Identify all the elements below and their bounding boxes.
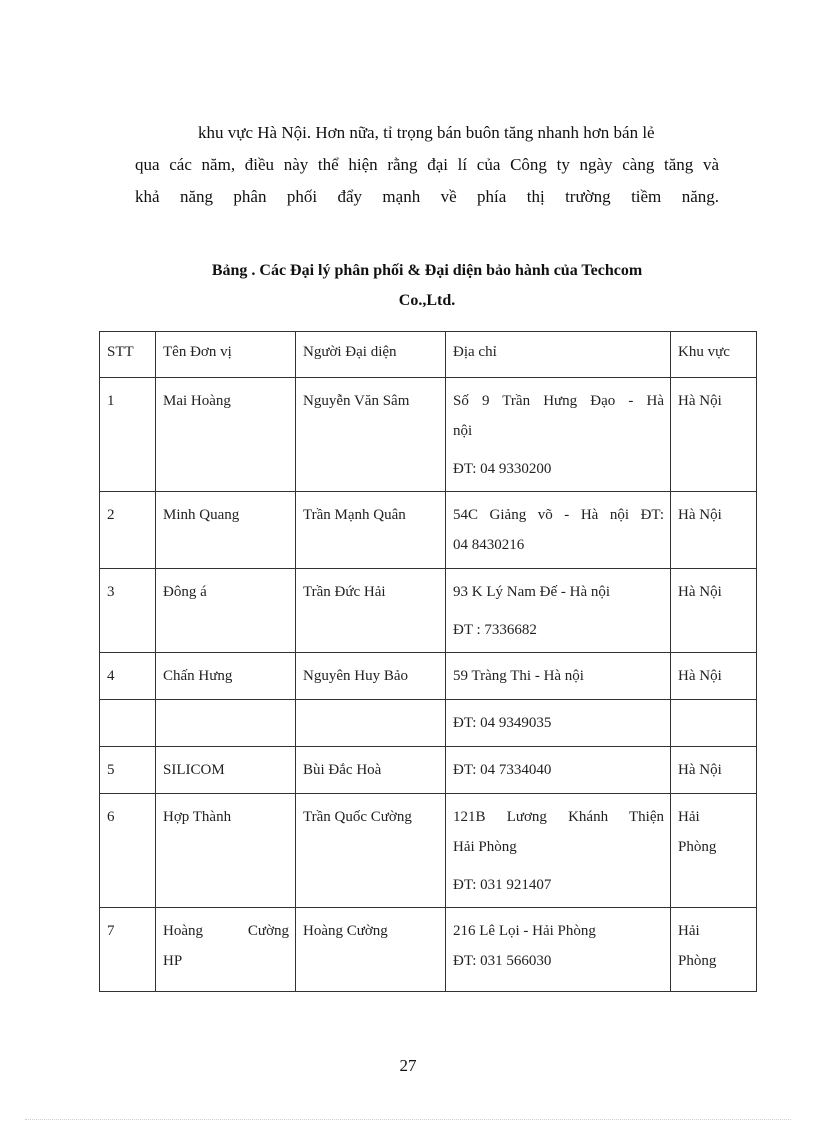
cell-representative: Trần Mạnh Quân <box>296 492 446 569</box>
paragraph-line: qua các năm, điều này thể hiện rằng đại lí của Công ty ngày càng tăng và <box>135 155 719 174</box>
region-line: Hải <box>678 923 700 939</box>
cell-region <box>671 908 757 992</box>
cell-stt: 3 <box>100 569 156 653</box>
table-caption-line-2: Co.,Ltd. <box>398 292 456 309</box>
region-line: Hà Nội <box>678 668 722 684</box>
cell-unit <box>156 569 296 653</box>
phone-line: ĐT: 04 7334040 <box>453 762 552 778</box>
cell-region <box>671 794 757 908</box>
cell-unit <box>156 378 296 492</box>
cell-unit <box>156 700 296 747</box>
cell-representative: Nguyễn Văn Sâm <box>296 378 446 492</box>
address-line: 216 Lê Lọi - Hải Phòng <box>453 923 596 939</box>
cell-stt: 4 <box>100 653 156 700</box>
table-row <box>100 653 757 700</box>
cell-stt: 1 <box>100 378 156 492</box>
unit-line: SILICOM <box>163 762 225 778</box>
table-row <box>100 747 757 794</box>
cell-stt: 2 <box>100 492 156 569</box>
cell-stt: 5 <box>100 747 156 794</box>
phone-line: ĐT: 04 9330200 <box>453 461 552 477</box>
address-line: 93 K Lý Nam Đế - Hà nội <box>453 584 611 600</box>
cell-region <box>671 653 757 700</box>
address-line: Số 9 Trần Hưng Đạo - Hà <box>453 393 664 409</box>
cell-representative: Hoàng Cường <box>296 908 446 992</box>
phone-line: ĐT: 031 921407 <box>453 877 552 893</box>
cell-address <box>446 794 671 908</box>
unit-line: Đông á <box>163 584 207 600</box>
region-line: Phòng <box>678 953 717 969</box>
header-stt: STT <box>100 332 156 378</box>
cell-region <box>671 747 757 794</box>
page-bottom-divider <box>25 1119 791 1120</box>
cell-unit <box>156 653 296 700</box>
table-header-row <box>100 332 757 378</box>
phone-line: 04 8430216 <box>453 537 525 553</box>
cell-unit <box>156 908 296 992</box>
unit-line: HP <box>163 953 183 969</box>
cell-unit <box>156 794 296 908</box>
cell-region <box>671 569 757 653</box>
page-number: 27 <box>399 1056 417 1075</box>
cell-address <box>446 908 671 992</box>
cell-unit <box>156 492 296 569</box>
cell-representative: Trần Quốc Cường <box>296 794 446 908</box>
paragraph-line: khả năng phân phối đẩy mạnh về phía thị trường tiềm năng. <box>135 187 719 206</box>
phone-line: ĐT: 031 566030 <box>453 953 552 969</box>
cell-address <box>446 492 671 569</box>
cell-representative <box>296 700 446 747</box>
table-caption <box>100 256 754 316</box>
cell-address <box>446 569 671 653</box>
phone-line: ĐT: 04 9349035 <box>453 715 552 731</box>
region-line: Phòng <box>678 839 717 855</box>
header-representative: Người Đại diện <box>296 332 446 378</box>
cell-stt <box>100 700 156 747</box>
region-line: Hà Nội <box>678 762 722 778</box>
address-line: 54C Giảng võ - Hà nội ĐT: <box>453 507 664 523</box>
table-row <box>100 492 757 569</box>
distributor-table <box>99 331 757 992</box>
unit-line: Chấn Hưng <box>163 668 233 684</box>
unit-line: Mai Hoàng <box>163 393 231 409</box>
cell-region <box>671 378 757 492</box>
header-address: Địa chỉ <box>446 332 671 378</box>
cell-unit <box>156 747 296 794</box>
cell-address <box>446 747 671 794</box>
table-row <box>100 378 757 492</box>
cell-representative: Nguyên Huy Bảo <box>296 653 446 700</box>
region-line: Hà Nội <box>678 393 722 409</box>
cell-address <box>446 653 671 700</box>
cell-region <box>671 492 757 569</box>
header-region: Khu vực <box>671 332 757 378</box>
region-line: Hải <box>678 809 700 825</box>
address-line: 59 Tràng Thi - Hà nội <box>453 668 584 684</box>
cell-address <box>446 700 671 747</box>
table-row <box>100 569 757 653</box>
address-line: 121B Lương Khánh Thiện <box>453 809 664 825</box>
region-line: Hà Nội <box>678 584 722 600</box>
unit-line: Hợp Thành <box>163 809 232 825</box>
table-caption-line-1: Bảng . Các Đại lý phân phối & Đại diện bảo hành của Techcom <box>211 262 643 279</box>
unit-line: Hoàng Cường <box>163 923 289 939</box>
table-row <box>100 908 757 992</box>
address-line: nội <box>453 423 473 439</box>
cell-representative: Trần Đức Hải <box>296 569 446 653</box>
cell-stt: 7 <box>100 908 156 992</box>
paragraph-line: khu vực Hà Nội. Hơn nữa, tỉ trọng bán buôn tăng nhanh hơn bán lẻ <box>198 123 655 142</box>
cell-stt: 6 <box>100 794 156 908</box>
header-unit: Tên Đơn vị <box>156 332 296 378</box>
region-line: Hà Nội <box>678 507 722 523</box>
cell-region <box>671 700 757 747</box>
table-row <box>100 794 757 908</box>
body-paragraph <box>135 117 719 213</box>
phone-line: ĐT : 7336682 <box>453 622 537 638</box>
unit-line: Minh Quang <box>163 507 240 523</box>
cell-address <box>446 378 671 492</box>
table-row <box>100 700 757 747</box>
address-line: Hải Phòng <box>453 839 517 855</box>
cell-representative: Bùi Đắc Hoà <box>296 747 446 794</box>
